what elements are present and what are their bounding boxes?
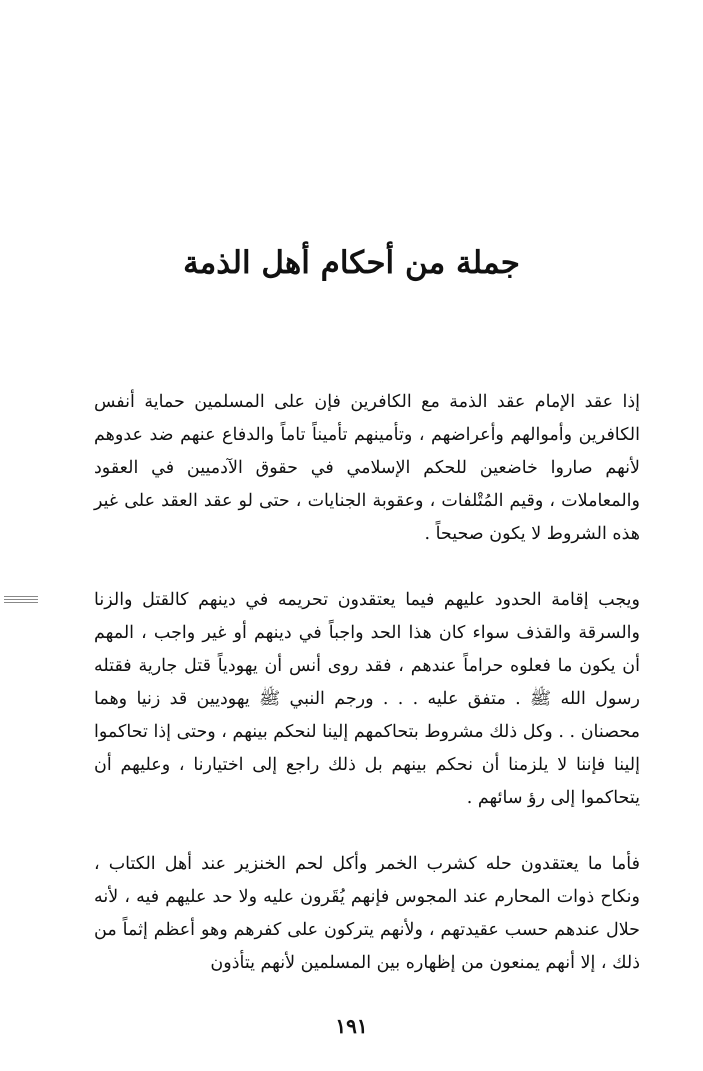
page-number: ١٩١: [335, 1014, 368, 1038]
margin-mark: [4, 596, 38, 608]
paragraph-1: إذا عقد الإمام عقد الذمة مع الكافرين فإن على المسلمين حماية أنفس الكافرين وأموالهم وأعراضهم ، وتأمينهم تأميناً تاماً والدفاع عنهم ضد عدوهم لأنهم صاروا خاضعين للحكم الإسلامي في حقوق الآدميين في العقود والمعاملات ، وقيم المُتْلفات ، وعقوبة الجنايات ، حتى لو عقد العقد على غير هذه الشروط لا يكون صحيحاً .: [94, 392, 640, 544]
paragraph-3: فأما ما يعتقدون حله كشرب الخمر وأكل لحم الخنزير عند أهل الكتاب ، ونكاح ذوات المحارم عند المجوس فإنهم يُقَرون عليه ولا حد عليهم فيه ، لأنه حلال عندهم حسب عقيدتهم ، ولأنهم يتركون على كفرهم وهو أعظم إثماً من ذلك ، إلا أنهم يمنعون من إظهاره بين المسلمين لأنهم يتأذون: [94, 854, 640, 973]
paragraph-2: ويجب إقامة الحدود عليهم فيما يعتقدون تحريمه في دينهم كالقتل والزنا والسرقة والقذف سواء كان هذا الحد واجباً في دينهم أو غير واجب ، المهم أن يكون ما فعلوه حراماً عندهم ، فقد روى أنس أن يهودياً قتل جارية فقتله رسول الله ﷺ . متفق عليه . . . ورجم النبي ﷺ يهوديين قد زنيا وهما محصنان . . وكل ذلك مشروط بتحاكمهم إلينا لنحكم بينهم ، وحتى إذا تحاكموا إلينا فإننا لا يلزمنا أن نحكم بينهم بل ذلك راجع إلى اختيارنا ، وعليهم أن يتحاكموا إلى رؤ سائهم .: [94, 590, 640, 808]
chapter-title: جملة من أحكام أهل الذمة: [183, 244, 520, 281]
